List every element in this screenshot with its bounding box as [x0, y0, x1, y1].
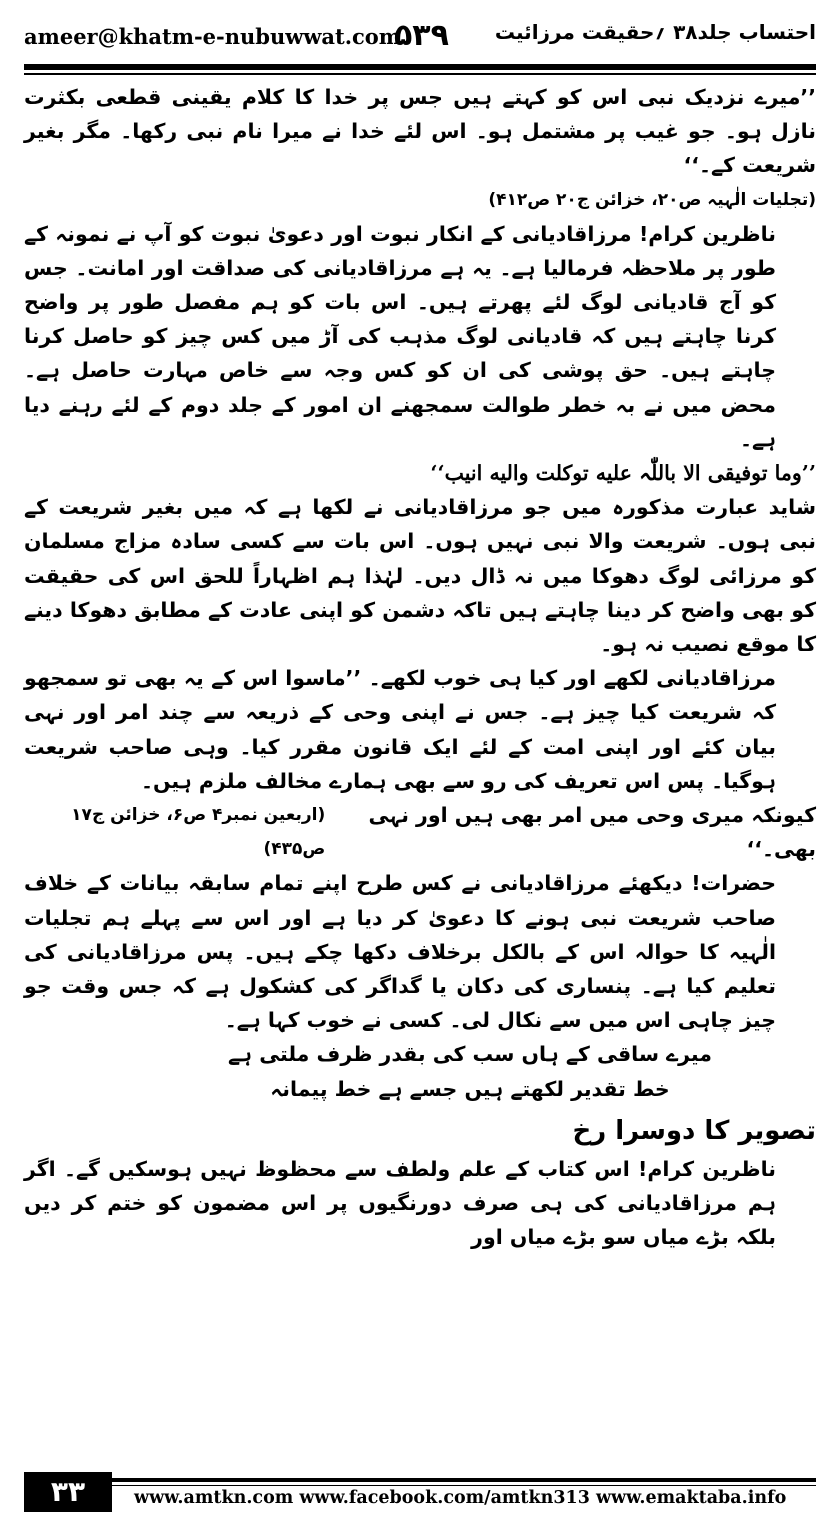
page-body — [24, 80, 816, 1255]
footer-divider — [112, 1478, 816, 1482]
body-paragraph: مرزاقادیانی لکھے اور کیا ہی خوب لکھے۔ ’’ماسوا اس کے یہ بھی تو سمجھو کہ شریعت کیا چیز ہے۔ جس نے اپنی وحی کے ذریعہ سے چند امر اور نہی بیان کئے اور اپنی امت کے لئے ایک قانون مقرر کیا۔ وہی صاحب شریعت ہوگیا۔ پس اس تعریف کی رو سے بھی ہمارے مخالف ملزم ہیں۔ — [24, 666, 776, 793]
quote-end-row — [24, 798, 816, 866]
header-book-title: احتساب جلد۳۸ ؍حقیقت مرزائیت — [494, 20, 816, 44]
body-paragraph: شاید عبارت مذکورہ میں جو مرزاقادیانی نے لکھا ہے کہ میں بغیر شریعت کے نبی ہوں۔ شریعت والا نبی نہیں ہوں۔ اس بات سے کسی سادہ مزاج مسلمان کو مرزائی لوگ دھوکا میں نہ ڈال دیں۔ لہٰذا ہم اظہاراً للحق اس کی حقیقت کو بھی واضح کر دینا چاہتے ہیں تاکہ دشمن کو اپنی عادت کے مطابق دھوکا دینے کا موقع نصیب نہ ہو۔ — [24, 495, 816, 657]
body-paragraph: ناظرین کرام! اس کتاب کے علم ولطف سے محظوظ نہیں ہوسکیں گے۔ اگر ہم مرزاقادیانی کی ہی صرف دورنگیوں پر اس مضمون کو ختم کر دیں بلکہ بڑے میاں سو بڑے میاں اور — [24, 1156, 776, 1250]
footer-divider-thin — [112, 1485, 816, 1486]
quote-end: کیونکہ میری وحی میں امر بھی ہیں اور نہی بھی۔‘‘ — [368, 803, 816, 862]
footer-page-number: ۳۳ — [24, 1472, 112, 1512]
header-email: ameer@khatm-e-nubuwwat.com — [24, 24, 402, 49]
reference-citation: (تجلیات الٰہیہ ص۲۰، خزائن ج۲۰ ص۴۱۲) — [488, 189, 816, 210]
poetry-line: خط تقدیر لکھتے ہیں جسے ہے خط پیمانہ — [270, 1076, 670, 1101]
page-footer — [24, 1472, 816, 1518]
quote-paragraph: ’’میرے نزدیک نبی اس کو کہتے ہیں جس پر خدا کا کلام یقینی قطعی بکثرت نازل ہو۔ جو غیب پر مشتمل ہو۔ اس لئے خدا نے میرا نام نبی رکھا۔ مگر بغیر شریعت کے۔‘‘ — [24, 85, 816, 178]
footer-urls: www.amtkn.com www.facebook.com/amtkn313 www.emaktaba.info — [134, 1488, 787, 1508]
header-divider-thin — [24, 73, 816, 75]
body-paragraph: ناظرین کرام! مرزاقادیانی کے انکار نبوت اور دعویٰ نبوت کو آپ نے نمونہ کے طور پر ملاحظہ فرمالیا ہے۔ یہ ہے مرزاقادیانی کی صداقت اور امانت۔ جس کو آج قادیانی لوگ لئے پھرتے ہیں۔ اس بات کو ہم مفصل طور پر واضح کرنا چاہتے ہیں کہ قادیانی لوگ مذہب کی آڑ میں کس چیز کو حاصل کرنا چاہتے ہیں۔ حق پوشی کی ان کو کس وجہ سے خاص مہارت حاصل ہے۔ محض میں نے بہ خطر طوالت سمجھنے ان امور کے جلد دوم کے لئے رہنے دیا ہے۔ — [24, 221, 776, 451]
reference-citation: (اربعین نمبر۴ ص۶، خزائن ج۱۷ ص۴۳۵) — [71, 805, 326, 860]
header-page-number: ۵۳۹ — [394, 18, 449, 53]
header-divider-thick — [24, 64, 816, 70]
poetry-line: میرے ساقی کے ہاں سب کی بقدر ظرف ملتی ہے — [228, 1042, 712, 1067]
arabic-quote: ’’وما توفیقی الا باللّٰہ علیه توکلت والیه انیب‘‘ — [430, 461, 816, 486]
page-header — [24, 18, 816, 58]
section-heading: تصویر کا دوسرا رخ — [572, 1115, 816, 1146]
body-paragraph: حضرات! دیکھئے مرزاقادیانی نے کس طرح اپنے تمام سابقہ بیانات کے خلاف صاحب شریعت نبی ہونے کا دعویٰ کر دیا ہے اور اس سے پہلے ہم تجلیات الٰہیہ کا حوالہ اس کے بالکل برخلاف دکھا چکے ہیں۔ پس مرزاقادیانی کی تعلیم کیا ہے۔ پنساری کی دکان یا گداگر کی کشکول ہے کہ جس وقت جو چیز چاہی اس میں سے نکال لی۔ کسی نے خوب کہا ہے۔ — [24, 871, 776, 1033]
